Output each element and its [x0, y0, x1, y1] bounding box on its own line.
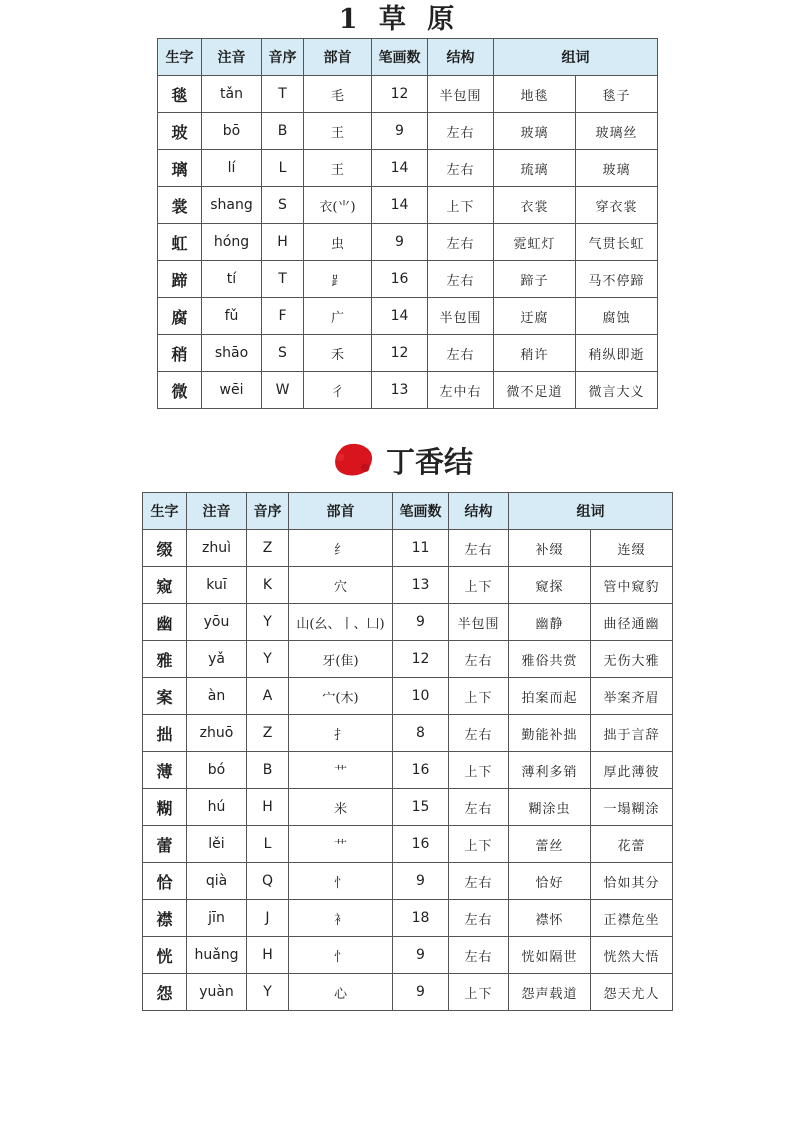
table-row: [143, 863, 673, 900]
radical-cell: 忄: [289, 937, 393, 974]
word1-cell: 迂腐: [494, 298, 576, 335]
pinyin-cell: tí: [202, 261, 262, 298]
char-cell: 毯: [158, 76, 202, 113]
word2-cell: 气贯长虹: [576, 224, 658, 261]
header-radical: 部首: [304, 39, 372, 76]
order-cell: W: [262, 372, 304, 409]
word1-cell: 勤能补拙: [509, 715, 591, 752]
table-header-row: [143, 493, 673, 530]
structure-cell: 左右: [428, 335, 494, 372]
structure-cell: 上下: [449, 826, 509, 863]
word2-cell: 花蕾: [591, 826, 673, 863]
structure-cell: 左中右: [428, 372, 494, 409]
order-cell: S: [262, 187, 304, 224]
word2-cell: 玻璃丝: [576, 113, 658, 150]
pinyin-cell: tǎn: [202, 76, 262, 113]
word2-cell: 腐蚀: [576, 298, 658, 335]
order-cell: Y: [247, 641, 289, 678]
table-row: [143, 604, 673, 641]
strokes-cell: 14: [372, 298, 428, 335]
lesson2-heading: [332, 440, 473, 480]
strokes-cell: 12: [372, 335, 428, 372]
radical-cell: 宀(木): [289, 678, 393, 715]
char-cell: 玻: [158, 113, 202, 150]
word1-cell: 糊涂虫: [509, 789, 591, 826]
char-cell: 微: [158, 372, 202, 409]
word2-cell: 管中窥豹: [591, 567, 673, 604]
strokes-cell: 12: [372, 76, 428, 113]
radical-cell: 毛: [304, 76, 372, 113]
strokes-cell: 16: [372, 261, 428, 298]
table-row: [143, 826, 673, 863]
strokes-cell: 11: [393, 530, 449, 567]
char-cell: 缀: [143, 530, 187, 567]
pinyin-cell: yǎ: [187, 641, 247, 678]
pinyin-cell: hú: [187, 789, 247, 826]
word2-cell: 微言大义: [576, 372, 658, 409]
header-structure: 结构: [449, 493, 509, 530]
pinyin-cell: zhuì: [187, 530, 247, 567]
word1-cell: 襟怀: [509, 900, 591, 937]
order-cell: Q: [247, 863, 289, 900]
order-cell: B: [262, 113, 304, 150]
strokes-cell: 9: [393, 604, 449, 641]
table-row: [158, 298, 658, 335]
table-row: [143, 715, 673, 752]
radical-cell: 米: [289, 789, 393, 826]
char-cell: 蕾: [143, 826, 187, 863]
char-cell: 窥: [143, 567, 187, 604]
order-cell: L: [247, 826, 289, 863]
word1-cell: 地毯: [494, 76, 576, 113]
word2-cell: 稍纵即逝: [576, 335, 658, 372]
structure-cell: 左右: [428, 113, 494, 150]
radical-cell: 艹: [289, 752, 393, 789]
radical-cell: 广: [304, 298, 372, 335]
word1-cell: 衣裳: [494, 187, 576, 224]
word1-cell: 雅俗共赏: [509, 641, 591, 678]
order-cell: A: [247, 678, 289, 715]
strokes-cell: 9: [372, 224, 428, 261]
structure-cell: 上下: [449, 974, 509, 1011]
structure-cell: 上下: [449, 567, 509, 604]
pinyin-cell: huǎng: [187, 937, 247, 974]
structure-cell: 左右: [428, 150, 494, 187]
pinyin-cell: lěi: [187, 826, 247, 863]
header-pinyin: 注音: [202, 39, 262, 76]
table-row: [143, 974, 673, 1011]
word1-cell: 补缀: [509, 530, 591, 567]
header-radical: 部首: [289, 493, 393, 530]
strokes-cell: 9: [393, 937, 449, 974]
word2-cell: 举案齐眉: [591, 678, 673, 715]
pinyin-cell: jīn: [187, 900, 247, 937]
order-cell: B: [247, 752, 289, 789]
word1-cell: 玻璃: [494, 113, 576, 150]
table-row: [143, 752, 673, 789]
word2-cell: 曲径通幽: [591, 604, 673, 641]
word2-cell: 马不停蹄: [576, 261, 658, 298]
table-row: [158, 335, 658, 372]
char-cell: 襟: [143, 900, 187, 937]
strokes-cell: 14: [372, 150, 428, 187]
order-cell: T: [262, 261, 304, 298]
structure-cell: 左右: [428, 261, 494, 298]
table-row: [158, 224, 658, 261]
pinyin-cell: bó: [187, 752, 247, 789]
strokes-cell: 13: [393, 567, 449, 604]
structure-cell: 上下: [449, 752, 509, 789]
header-words: 组词: [494, 39, 658, 76]
header-structure: 结构: [428, 39, 494, 76]
pinyin-cell: fǔ: [202, 298, 262, 335]
word1-cell: 霓虹灯: [494, 224, 576, 261]
strokes-cell: 9: [393, 974, 449, 1011]
radical-cell: 衣(⺌): [304, 187, 372, 224]
table-row: [158, 113, 658, 150]
header-strokes: 笔画数: [372, 39, 428, 76]
char-cell: 恰: [143, 863, 187, 900]
radical-cell: 扌: [289, 715, 393, 752]
word1-cell: 蕾丝: [509, 826, 591, 863]
pinyin-cell: wēi: [202, 372, 262, 409]
table-row: [143, 937, 673, 974]
pinyin-cell: kuī: [187, 567, 247, 604]
char-cell: 裳: [158, 187, 202, 224]
pinyin-cell: àn: [187, 678, 247, 715]
char-cell: 雅: [143, 641, 187, 678]
radical-cell: 心: [289, 974, 393, 1011]
structure-cell: 左右: [449, 641, 509, 678]
word1-cell: 窥探: [509, 567, 591, 604]
radical-cell: 艹: [289, 826, 393, 863]
header-char: 生字: [158, 39, 202, 76]
word2-cell: 穿衣裳: [576, 187, 658, 224]
strokes-cell: 18: [393, 900, 449, 937]
word1-cell: 微不足道: [494, 372, 576, 409]
radical-cell: 王: [304, 150, 372, 187]
radical-cell: 穴: [289, 567, 393, 604]
word1-cell: 稍许: [494, 335, 576, 372]
table-header-row: [158, 39, 658, 76]
header-words: 组词: [509, 493, 673, 530]
order-cell: S: [262, 335, 304, 372]
table-row: [143, 530, 673, 567]
table-row: [158, 372, 658, 409]
order-cell: F: [262, 298, 304, 335]
order-cell: Y: [247, 604, 289, 641]
table-row: [143, 678, 673, 715]
structure-cell: 半包围: [428, 76, 494, 113]
strokes-cell: 15: [393, 789, 449, 826]
table-row: [158, 76, 658, 113]
strokes-cell: 9: [372, 113, 428, 150]
char-cell: 腐: [158, 298, 202, 335]
char-cell: 虹: [158, 224, 202, 261]
word1-cell: 恍如隔世: [509, 937, 591, 974]
pinyin-cell: zhuō: [187, 715, 247, 752]
table-row: [143, 567, 673, 604]
pinyin-cell: hóng: [202, 224, 262, 261]
lesson2-table: [142, 492, 673, 1011]
word2-cell: 恍然大悟: [591, 937, 673, 974]
order-cell: H: [247, 937, 289, 974]
word1-cell: 琉璃: [494, 150, 576, 187]
strokes-cell: 9: [393, 863, 449, 900]
order-cell: K: [247, 567, 289, 604]
order-cell: H: [262, 224, 304, 261]
word2-cell: 拙于言辞: [591, 715, 673, 752]
pinyin-cell: yōu: [187, 604, 247, 641]
word2-cell: 怨天尤人: [591, 974, 673, 1011]
structure-cell: 左右: [449, 863, 509, 900]
table-row: [143, 789, 673, 826]
word1-cell: 蹄子: [494, 261, 576, 298]
lesson1-table: [157, 38, 658, 409]
order-cell: J: [247, 900, 289, 937]
table-row: [158, 187, 658, 224]
structure-cell: 左右: [428, 224, 494, 261]
radical-cell: 忄: [289, 863, 393, 900]
word2-cell: 厚此薄彼: [591, 752, 673, 789]
char-cell: 璃: [158, 150, 202, 187]
word1-cell: 拍案而起: [509, 678, 591, 715]
pinyin-cell: shāo: [202, 335, 262, 372]
char-cell: 糊: [143, 789, 187, 826]
structure-cell: 上下: [428, 187, 494, 224]
char-cell: 薄: [143, 752, 187, 789]
lesson2-title: 丁香结: [386, 444, 474, 479]
order-cell: Y: [247, 974, 289, 1011]
char-cell: 案: [143, 678, 187, 715]
structure-cell: 左右: [449, 789, 509, 826]
radical-cell: ⻊: [304, 261, 372, 298]
structure-cell: 半包围: [428, 298, 494, 335]
radical-cell: 王: [304, 113, 372, 150]
radical-cell: 禾: [304, 335, 372, 372]
strokes-cell: 13: [372, 372, 428, 409]
order-cell: H: [247, 789, 289, 826]
char-cell: 稍: [158, 335, 202, 372]
strokes-cell: 12: [393, 641, 449, 678]
radical-cell: 山(幺、丨、凵): [289, 604, 393, 641]
word2-cell: 无伤大雅: [591, 641, 673, 678]
radical-cell: 牙(隹): [289, 641, 393, 678]
word1-cell: 幽静: [509, 604, 591, 641]
header-char: 生字: [143, 493, 187, 530]
strokes-cell: 16: [393, 826, 449, 863]
header-strokes: 笔画数: [393, 493, 449, 530]
word2-cell: 一塌糊涂: [591, 789, 673, 826]
char-cell: 恍: [143, 937, 187, 974]
header-order: 音序: [247, 493, 289, 530]
word2-cell: 连缀: [591, 530, 673, 567]
char-cell: 怨: [143, 974, 187, 1011]
char-cell: 蹄: [158, 261, 202, 298]
header-order: 音序: [262, 39, 304, 76]
pinyin-cell: qià: [187, 863, 247, 900]
order-cell: T: [262, 76, 304, 113]
word2-cell: 毯子: [576, 76, 658, 113]
radical-cell: 衤: [289, 900, 393, 937]
radical-cell: 纟: [289, 530, 393, 567]
order-cell: Z: [247, 715, 289, 752]
strokes-cell: 8: [393, 715, 449, 752]
table-row: [143, 900, 673, 937]
structure-cell: 左右: [449, 900, 509, 937]
word2-cell: 玻璃: [576, 150, 658, 187]
pinyin-cell: bō: [202, 113, 262, 150]
table-row: [143, 641, 673, 678]
structure-cell: 上下: [449, 678, 509, 715]
header-pinyin: 注音: [187, 493, 247, 530]
order-cell: L: [262, 150, 304, 187]
structure-cell: 左右: [449, 530, 509, 567]
word1-cell: 恰好: [509, 863, 591, 900]
strokes-cell: 10: [393, 678, 449, 715]
pinyin-cell: shang: [202, 187, 262, 224]
radical-cell: 虫: [304, 224, 372, 261]
strokes-cell: 16: [393, 752, 449, 789]
structure-cell: 左右: [449, 715, 509, 752]
table-row: [158, 261, 658, 298]
char-cell: 拙: [143, 715, 187, 752]
word1-cell: 薄利多销: [509, 752, 591, 789]
radical-cell: 彳: [304, 372, 372, 409]
pinyin-cell: yuàn: [187, 974, 247, 1011]
pinyin-cell: lí: [202, 150, 262, 187]
word2-cell: 正襟危坐: [591, 900, 673, 937]
structure-cell: 半包围: [449, 604, 509, 641]
lesson1-title: 1 草 原: [338, 4, 461, 35]
char-cell: 幽: [143, 604, 187, 641]
order-cell: Z: [247, 530, 289, 567]
red-blot-icon: [332, 442, 374, 478]
word2-cell: 恰如其分: [591, 863, 673, 900]
structure-cell: 左右: [449, 937, 509, 974]
table-row: [158, 150, 658, 187]
strokes-cell: 14: [372, 187, 428, 224]
word1-cell: 怨声载道: [509, 974, 591, 1011]
